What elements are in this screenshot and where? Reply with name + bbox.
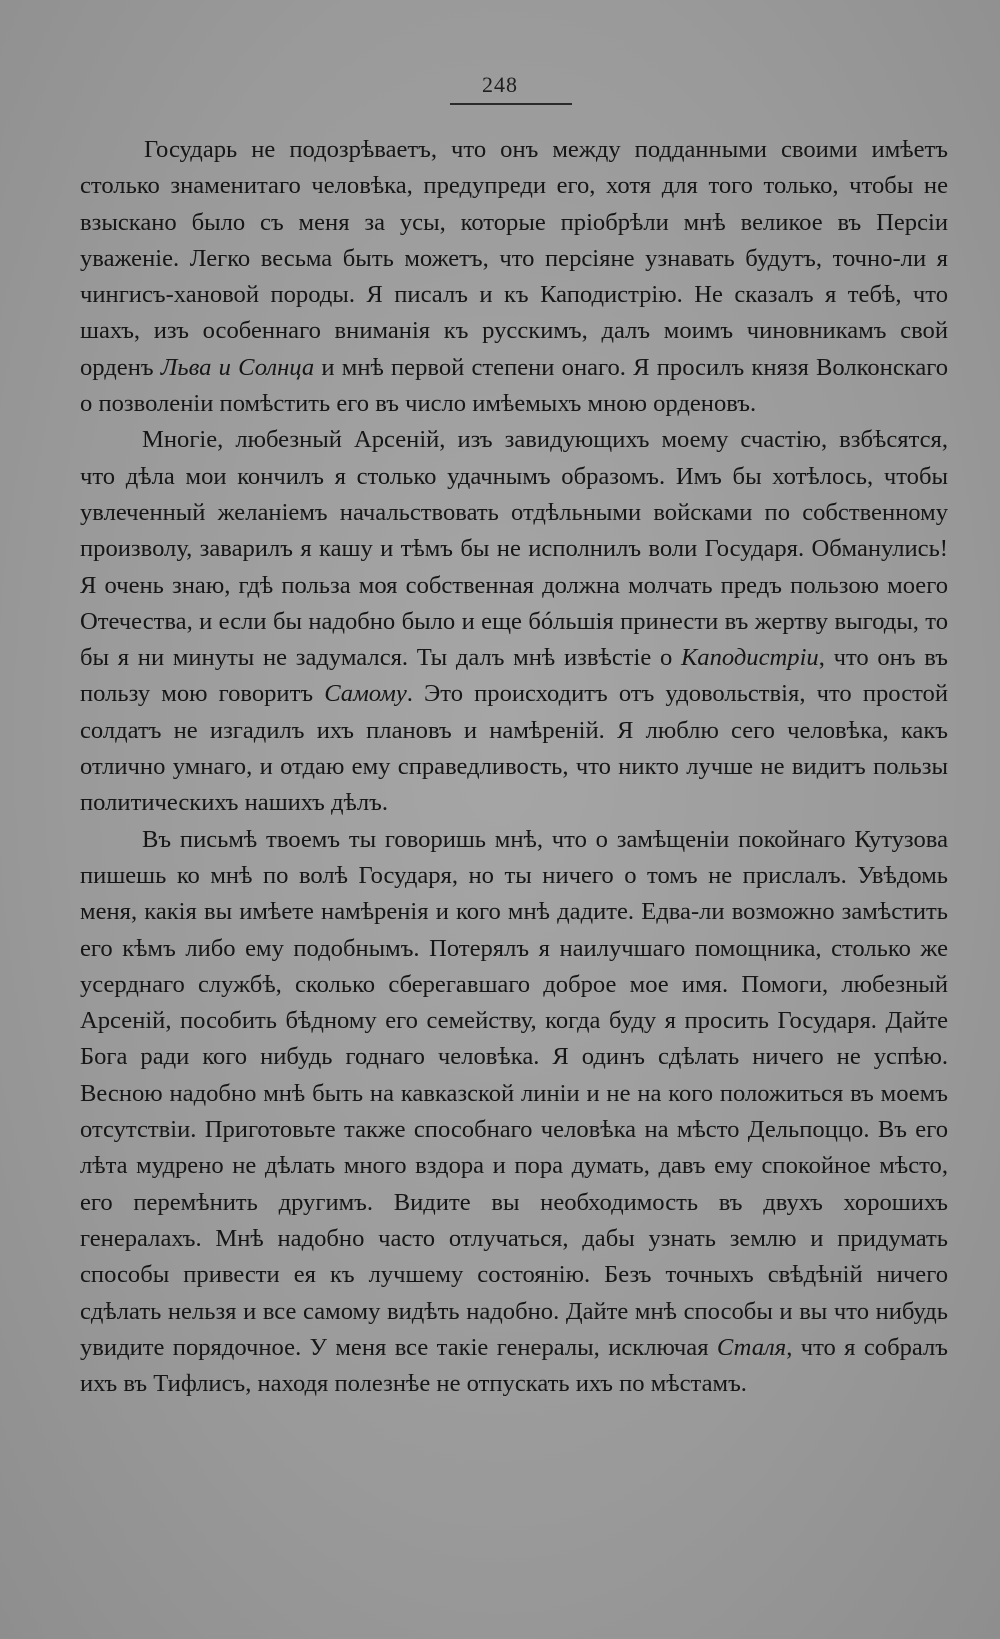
text-segment: , что я собралъ ихъ въ Тифлисъ, находя полезнѣе не отпускать ихъ по мѣстамъ.	[80, 1333, 948, 1398]
page-body	[80, 132, 948, 1402]
text-segment: Въ письмѣ твоемъ ты говоришь мнѣ, что о замѣщеніи покойнаго Кутузова пишешь ко мнѣ по волѣ Государя, но ты ничего о томъ не прислалъ. Увѣдомь меня, какія вы имѣете намѣренія и кого мнѣ дадите. Едва-ли возможно замѣстить его кѣмъ либо ему подобнымъ. Потерялъ я наилучшаго помощника, столько же усерднаго службѣ, сколько сберегавшаго доброе мое имя. Помоги, любезный Арсеній, пособить бѣдному его семейству, когда буду я просить Государя. Дайте Бога ради кого нибудь годнаго человѣка. Я одинъ сдѣлать ничего не успѣю. Весною надобно мнѣ быть на кавказской линіи и не на кого положиться въ моемъ отсутствіи. Приготовьте также способнаго человѣка на мѣсто Дельпоццо. Въ его лѣта мудрено не дѣлать много вздора и пора думать, давъ ему спокойное мѣсто, его перемѣнить другимъ. Видите вы необходимость въ двухъ хорошихъ генералахъ. Мнѣ надобно часто отлучаться, дабы узнать землю и придумать способы привести ея къ лучшему состоянію. Безъ точныхъ свѣдѣній ничего сдѣлать нельзя и все самому видѣть надобно. Дайте мнѣ способы и вы что нибудь увидите порядочное. У меня все такіе генералы, исключая	[80, 825, 948, 1361]
paragraph-3	[80, 822, 948, 1403]
italic-text: Самому	[324, 680, 407, 708]
text-segment: и мнѣ первой степени онаго. Я просилъ князя Волконскаго о позволеніи помѣстить его въ число имѣемыхъ мною орденовъ.	[80, 353, 949, 418]
text-segment: , что онъ въ пользу мою говоритъ	[80, 644, 948, 708]
text-segment: Многіе, любезный Арсеній, изъ завидующихъ моему счастію, взбѣсятся, что дѣла мои кончилъ я столько удачнымъ образомъ. Имъ бы хотѣлось, чтобы увлеченный желаніемъ начальствовать отдѣльными войсками по собственному произволу, заварилъ я кашу и тѣмъ бы не исполнилъ воли Государя. Обманулись! Я очень знаю, гдѣ польза моя собственная должна молчать предъ пользою моего Отечества, и если бы надобно было и еще бóльшія принести въ жертву выгоды, то бы я ни минуты не задумался. Ты далъ мнѣ извѣстіе о	[80, 426, 948, 672]
italic-text: Каподистріи	[680, 644, 819, 672]
paragraph-1	[80, 132, 948, 422]
header-rule	[450, 103, 572, 105]
italic-text: Сталя	[716, 1333, 787, 1361]
paragraph-2	[80, 422, 948, 821]
page-number: 248	[482, 72, 518, 97]
text-segment: Государь не подозрѣваетъ, что онъ между подданными своими имѣетъ столько знаменитаго человѣка, предупреди его, хотя для того только, чтобы не взыскано было съ меня за усы, которые пріобрѣли мнѣ великое въ Персіи уваженіе. Легко весьма быть можетъ, что персіяне узнавать будутъ, точно-ли я чингисъ-хановой породы. Я писалъ и къ Каподистрію. Не сказалъ я тебѣ, что шахъ, изъ особеннаго вниманія къ русскимъ, далъ моимъ чиновникамъ свой орденъ	[80, 136, 948, 381]
text-segment: . Это происходитъ отъ удовольствія, что простой солдатъ не изгадилъ ихъ плановъ и намѣреній. Я люблю сего человѣка, какъ отлично умнаго, и отдаю ему справедливость, что никто лучше не видитъ пользы политическихъ нашихъ дѣлъ.	[80, 680, 948, 817]
italic-text: Льва и Солнца	[160, 353, 315, 381]
